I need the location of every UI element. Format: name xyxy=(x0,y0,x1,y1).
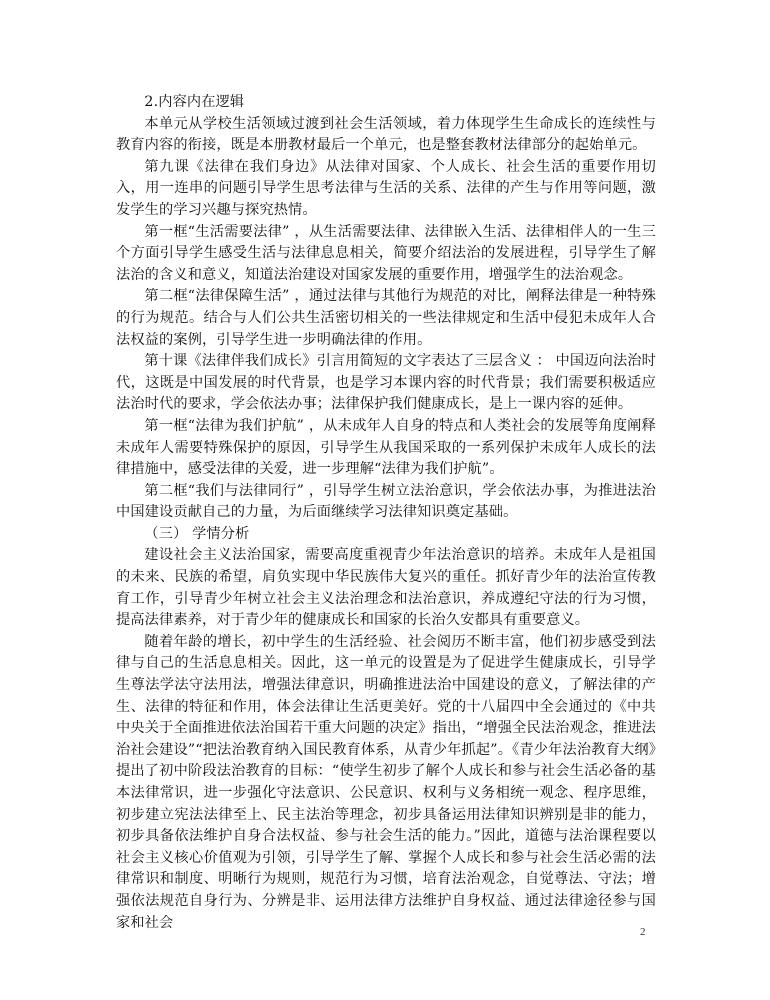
paragraph-student-growth: 随着年龄的增长，初中学生的生活经验、社会阅历不断丰富，他们初步感受到法律与自己的生活息息相关。因此，这一单元的设置是为了促进学生健康成长，引导学生尊法学法守法用法，增强法律意识，明确推进法治中国建设的意义，了解法律的产生、法律的特征和作用，体会法律让生活更美好。党的十八届四中全会通过的《中共中央关于全面推进依法治国若干重大问题的决定》指出，“增强全民法治观念，推进法治社会建设”“把法治教育纳入国民教育体系，从青少年抓起”。《青少年法治教育大纲》提出了初中阶段法治教育的目标：“使学生初步了解个人成长和参与社会生活必备的基本法律常识，进一步强化守法意识、公民意识、权利与义务相统一观念、程序思维，初步建立宪法法律至上、民主法治等理念，初步具备运用法律知识辨别是非的能力，初步具备依法维护自身合法权益、参与社会生活的能力。”因此，道德与法治课程要以社会主义核心价值观为引领，引导学生了解、掌握个人成长和参与社会生活必需的法律常识和制度、明晰行为规则，规范行为习惯，培育法治观念，自觉尊法、守法；增强依法规范自身行为、分辨是非、运用法律方法维护自身权益、通过法律途径参与国家和社会 xyxy=(116,633,656,931)
paragraph-frame-one-life-needs-law: 第一框“生活需要法律” ，从生活需要法律、法律嵌入生活、法律相伴人的一生三个方面引导学生感受生活与法律息息相关，简要介绍法治的发展进程，引导学生了解法治的含义和意义，知道法治建设对国家发展的重要作用，增强学生的法治观念。 xyxy=(116,223,656,283)
page-number: 2 xyxy=(640,926,646,938)
body-text xyxy=(116,92,656,934)
paragraph-lesson-nine: 第九课《法律在我们身边》从法律对国家、个人成长、社会生活的重要作用切入，用一连串的问题引导学生思考法律与生活的关系、法律的产生与作用等问题，激发学生的学习兴趣与探究热情。 xyxy=(116,158,656,218)
section-heading-learner-analysis: （三） 学情分析 xyxy=(144,525,250,542)
paragraph-unit-overview: 本单元从学校生活领域过渡到社会生活领域，着力体现学生生命成长的连续性与教育内容的衔接，既是本册教材最后一个单元，也是整套教材法律部分的起始单元。 xyxy=(116,115,656,154)
paragraph-rule-of-law-education: 建设社会主义法治国家，需要高度重视青少年法治意识的培养。未成年人是祖国的未来、民族的希望，肩负实现中华民族伟大复兴的重任。抓好青少年的法治宣传教育工作，引导青少年树立社会主义法治理念和法治意识，养成遵纪守法的行为习惯，提高法律素养，对于青少年的健康成长和国家的长治久安都具有重要意义。 xyxy=(116,547,656,629)
paragraph-lesson-ten: 第十课《法律伴我们成长》引言用简短的文字表达了三层含义 ： 中国迈向法治时代，这既是中国发展的时代背景，也是学习本课内容的时代背景；我们需要积极适应法治时代的要求，学会依法办事；法律保护我们健康成长，是上一课内容的延伸。 xyxy=(116,353,656,413)
paragraph-frame-two-walk-with-law: 第二框“我们与法律同行” ，引导学生树立法治意识，学会依法办事，为推进法治中国建设贡献自己的力量，为后面继续学习法律知识奠定基础。 xyxy=(116,482,656,521)
paragraph-frame-one-law-escorts-us: 第一框“法律为我们护航” ，从未成年人自身的特点和人类社会的发展等角度阐释未成年人需要特殊保护的原因，引导学生从我国采取的一系列保护未成年人成长的法律措施中，感受法律的关爱，进一步理解“法律为我们护航”。 xyxy=(116,417,656,478)
paragraph-frame-two-law-protects-life: 第二框“法律保障生活” ，通过法律与其他行为规范的对比，阐释法律是一种特殊的行为规范。结合与人们公共生活密切相关的一些法律规定和生活中侵犯未成年人合法权益的案例，引导学生进一步明确法律的作用。 xyxy=(116,288,656,348)
section-heading-internal-logic: 2.内容内在逻辑 xyxy=(144,94,245,110)
